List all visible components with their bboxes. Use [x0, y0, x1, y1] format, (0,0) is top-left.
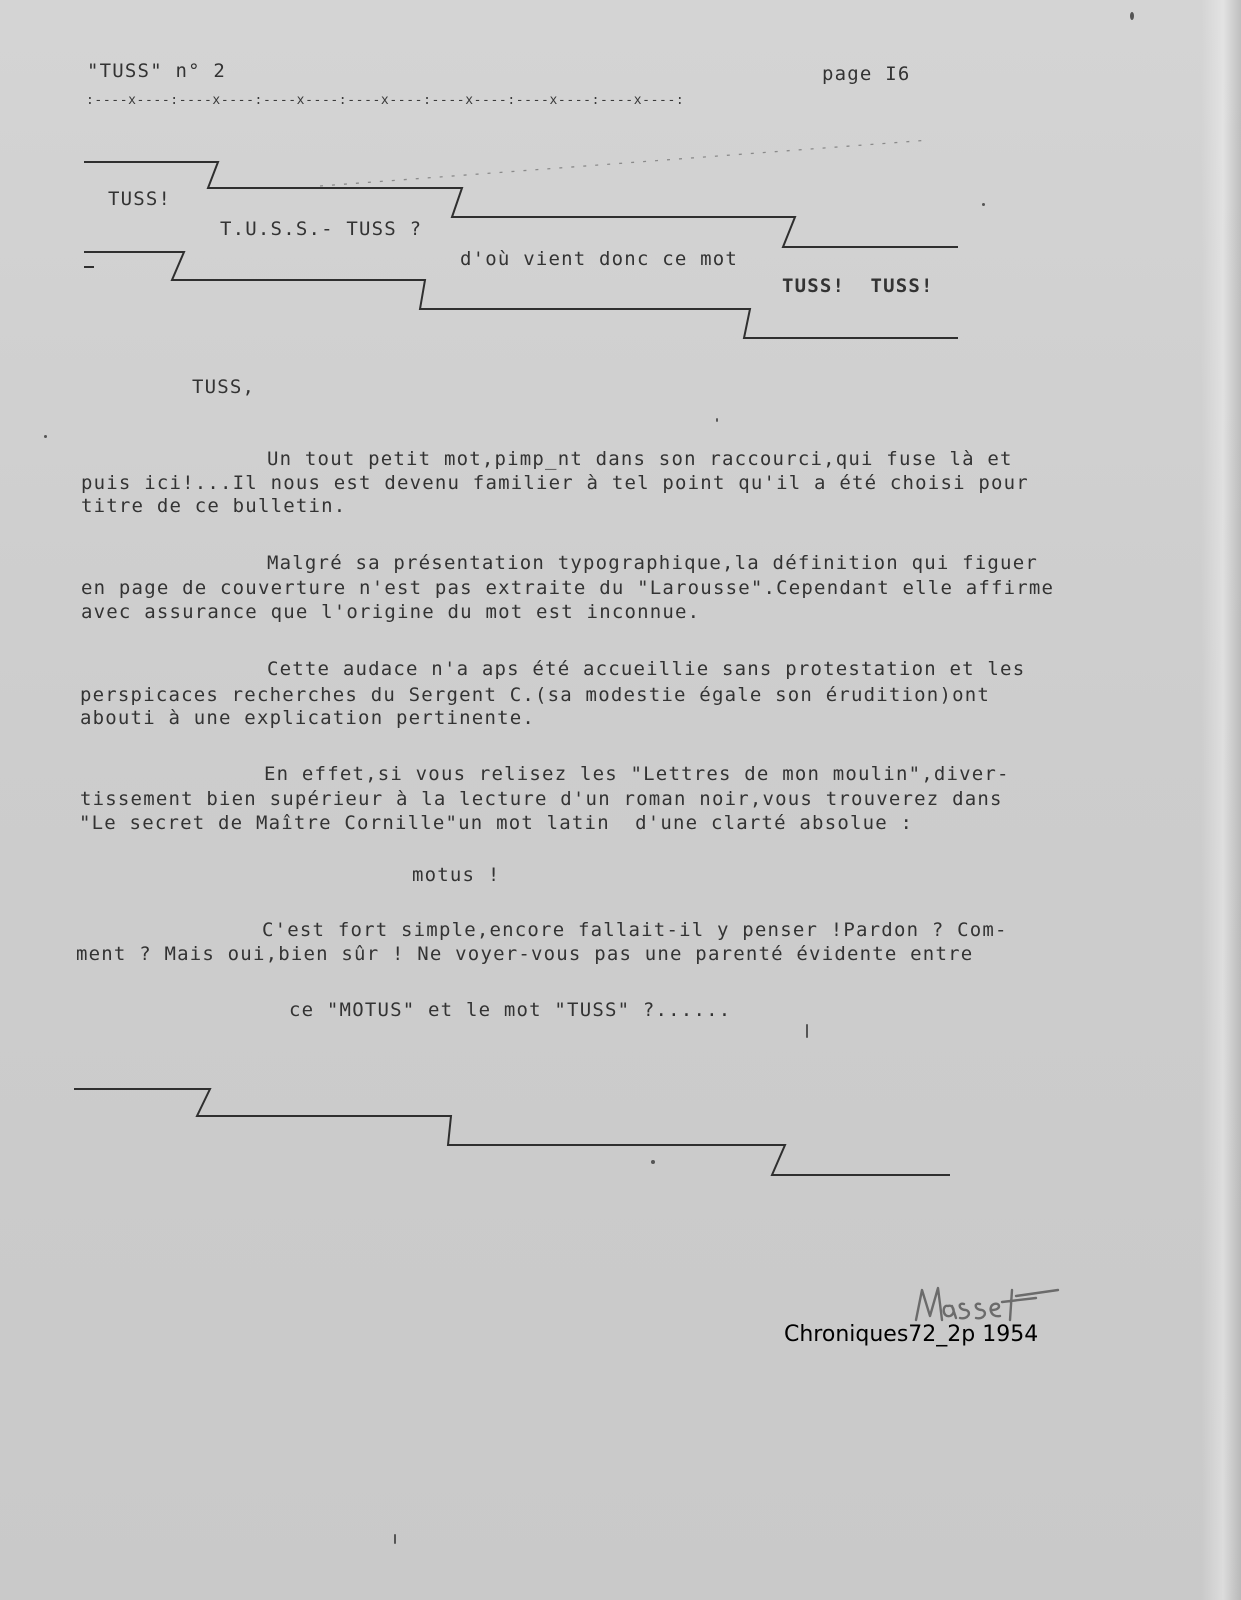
- archive-caption: Chroniques72_2p 1954: [784, 1322, 1039, 1347]
- ink-speck: [982, 203, 985, 206]
- ink-speck: [716, 418, 718, 422]
- decorative-ornament-line: :----x----:----x----:----x----:----x----:----x----:----x----:----x----:: [86, 93, 685, 108]
- page-number: page I6: [822, 63, 911, 85]
- faint-dotted-trace: [320, 140, 930, 186]
- ink-speck: [1130, 12, 1134, 20]
- paragraph-5-line-3: ce "MOTUS" et le mot "TUSS" ?......: [289, 999, 732, 1021]
- banner-text-2: T.U.S.S.- TUSS ?: [220, 218, 423, 240]
- paragraph-4-line-2: tissement bien supérieur à la lecture d'un roman noir,vous trouverez dans: [80, 788, 1003, 810]
- paragraph-1-line-3: titre de ce bulletin.: [81, 495, 347, 517]
- upper-stair-line: [84, 162, 958, 247]
- paragraph-4-line-1: En effet,si vous relisez les "Lettres de mon moulin",diver-: [264, 763, 1010, 785]
- ink-speck: [394, 1534, 396, 1544]
- paragraph-2-line-3: avec assurance que l'origine du mot est inconnue.: [81, 601, 701, 623]
- banner-text-1: TUSS!: [108, 188, 172, 210]
- paragraph-5-line-2: ment ? Mais oui,bien sûr ! Ne voyer-vous pas une parenté évidente entre: [76, 943, 974, 965]
- banner-text-3: d'où vient donc ce mot: [460, 248, 739, 270]
- bottom-stair-line: [74, 1089, 950, 1175]
- paragraph-4-line-3: "Le secret de Maître Cornille"un mot latin d'une clarté absolue :: [79, 812, 914, 834]
- paragraph-1-line-2: puis ici!...Il nous est devenu familier à tel point qu'il a été choisi pour: [81, 472, 1029, 494]
- salutation: TUSS,: [192, 376, 256, 398]
- paragraph-3-line-1: Cette audace n'a aps été accueillie sans protestation et les: [267, 658, 1026, 680]
- banner-text-4: TUSS! TUSS!: [782, 275, 934, 297]
- ink-speck: [651, 1160, 655, 1164]
- motus-quote: motus !: [412, 864, 501, 886]
- paragraph-3-line-3: abouti à une explication pertinente.: [80, 707, 536, 729]
- ink-speck: [44, 435, 47, 438]
- paragraph-1-line-1: Un tout petit mot,pimp_nt dans son raccourci,qui fuse là et: [267, 448, 1013, 470]
- bulletin-issue-label: "TUSS" n° 2: [87, 60, 227, 82]
- paragraph-2-line-1: Malgré sa présentation typographique,la définition qui figuer: [267, 552, 1038, 574]
- paragraph-3-line-2: perspicaces recherches du Sergent C.(sa modestie égale son érudition)ont: [80, 684, 991, 706]
- ink-speck: [806, 1024, 808, 1038]
- paragraph-5-line-1: C'est fort simple,encore fallait-il y penser !Pardon ? Com-: [262, 919, 1008, 941]
- paragraph-2-line-2: en page de couverture n'est pas extraite du "Larousse".Cependant elle affirme: [81, 577, 1055, 599]
